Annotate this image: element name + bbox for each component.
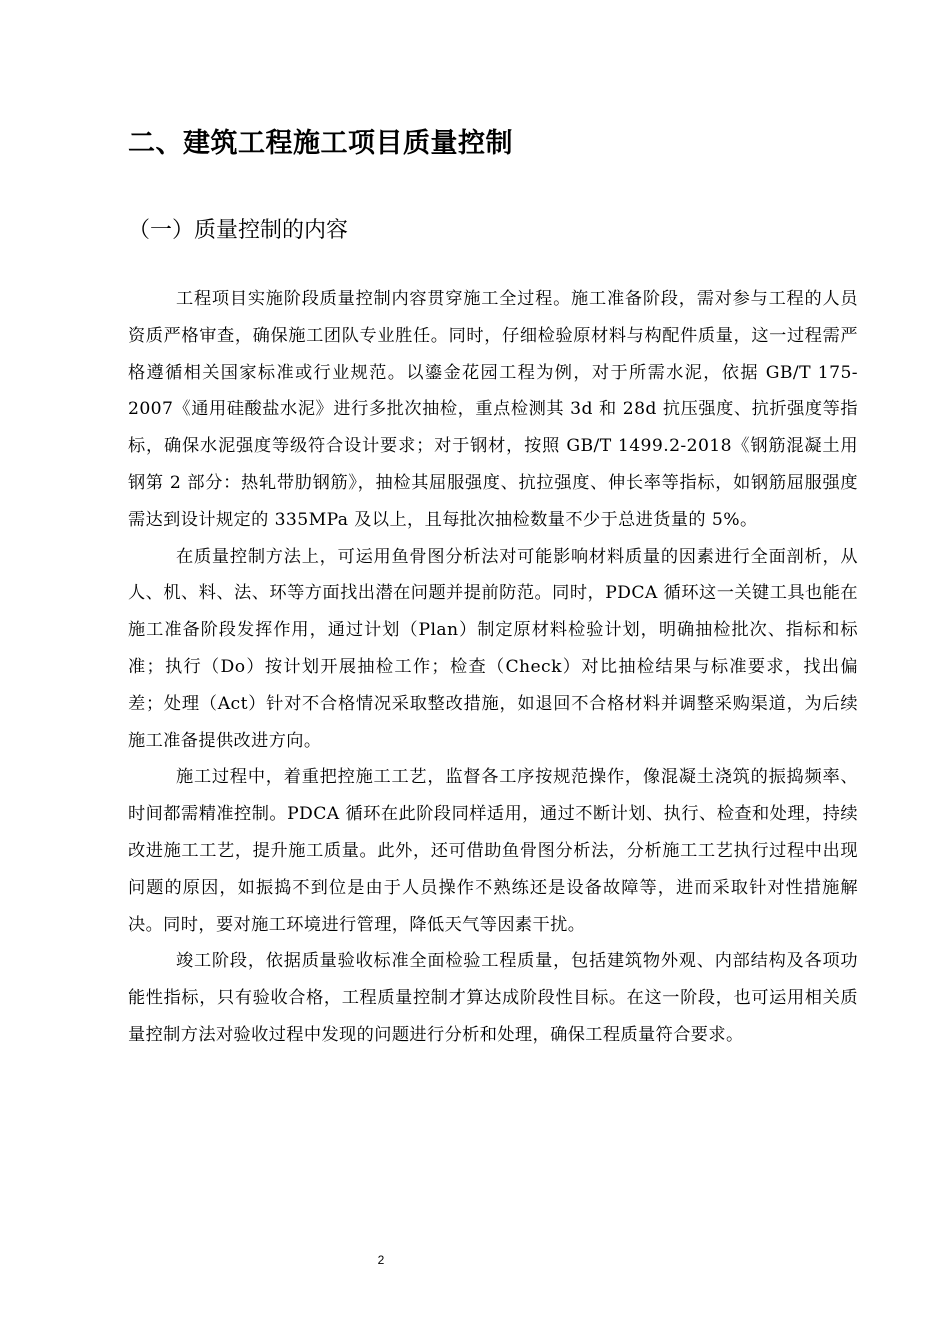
body-text [128,281,858,1054]
subsection-heading: （一）质量控制的内容 [128,218,349,243]
paragraph-2: 在质量控制方法上，可运用鱼骨图分析法对可能影响材料质量的因素进行全面剖析，从人、机、料、法、环等方面找出潜在问题并提前防范。同时，PDCA 循环这一关键工具也能在施工准备阶段发挥作用，通过计划（Plan）制定原材料检验计划，明确抽检批次、指标和标准；执行（Do）按计划开展抽检工作；检查（Check）对比抽检结果与标准要求，找出偏差；处理（Act）针对不合格情况采取整改措施，如退回不合格材料并调整采购渠道，为后续施工准备提供改进方向。 [128,546,858,751]
paragraph-4: 竣工阶段，依据质量验收标准全面检验工程质量，包括建筑物外观、内部结构及各项功能性指标，只有验收合格，工程质量控制才算达成阶段性目标。在这一阶段，也可运用相关质量控制方法对验收过程中发现的问题进行分析和处理，确保工程质量符合要求。 [128,951,858,1045]
page-number: 2 [377,1253,385,1267]
paragraph-3: 施工过程中，着重把控施工工艺，监督各工序按规范操作，像混凝土浇筑的振捣频率、时间都需精准控制。PDCA 循环在此阶段同样适用，通过不断计划、执行、检查和处理，持续改进施工工艺，提升施工质量。此外，还可借助鱼骨图分析法，分析施工工艺执行过程中出现问题的原因，如振捣不到位是由于人员操作不熟练还是设备故障等，进而采取针对性措施解决。同时，要对施工环境进行管理，降低天气等因素干扰。 [128,767,858,935]
section-heading: 二、建筑工程施工项目质量控制 [128,128,513,159]
paragraph-1: 工程项目实施阶段质量控制内容贯穿施工全过程。施工准备阶段，需对参与工程的人员资质严格审查，确保施工团队专业胜任。同时，仔细检验原材料与构配件质量，这一过程需严格遵循相关国家标准或行业规范。以鎏金花园工程为例，对于所需水泥，依据 GB/T 175-2007《通用硅酸盐水泥》进行多批次抽检，重点检测其 3d 和 28d 抗压强度、抗折强度等指标，确保水泥强度等级符合设计要求；对于钢材，按照 GB/T 1499.2-2018《钢筋混凝土用钢第 2 部分：热轧带肋钢筋》，抽检其屈服强度、抗拉强度、伸长率等指标，如钢筋屈服强度需达到设计规定的 335MPa 及以上，且每批次抽检数量不少于总进货量的 5%。 [128,289,858,530]
